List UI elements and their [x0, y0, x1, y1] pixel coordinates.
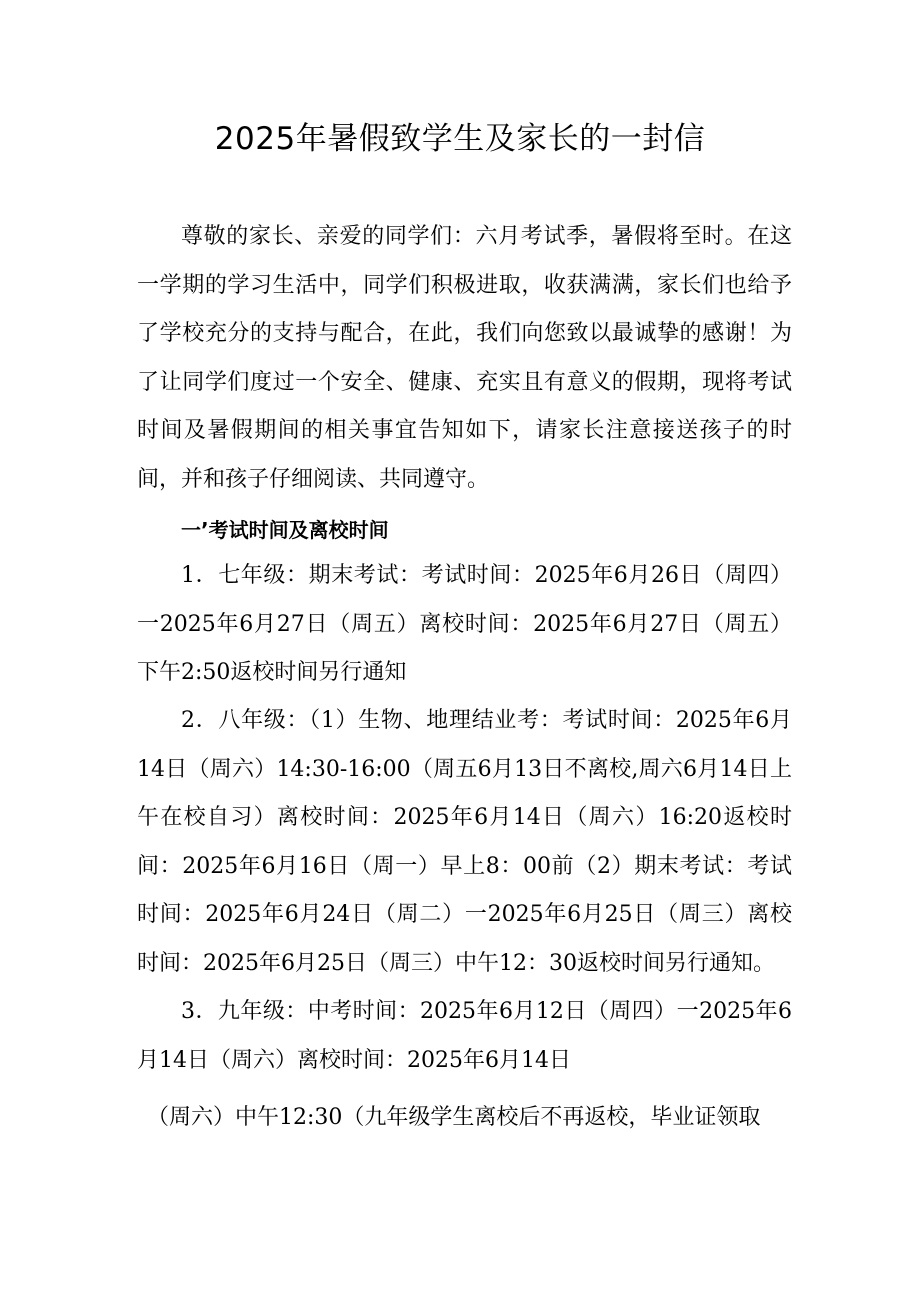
grade8-paragraph: 2．八年级：（1）生物、地理结业考：考试时间：2025年6月14日（周六）14:30-16:00（周五6月13日不离校,周六6月14日上午在校自习）离校时间：2025年6月14日（周六）16:20返校时间：2025年6月16日（周一）早上8：00前（2）期末考试：考试时间：2025年6月24日（周二）一2025年6月25日（周三）离校时间：2025年6月25日（周三）中午12：30返校时间另行通知。: [137, 708, 792, 976]
document-title: 2025年暑假致学生及家长的一封信: [214, 121, 706, 157]
intro-paragraph: 尊敬的家长、亲爱的同学们：六月考试季，暑假将至时。在这一学期的学习生活中，同学们积极进取，收获满满，家长们也给予了学校充分的支持与配合，在此，我们向您致以最诚挚的感谢！为了让同学们度过一个安全、健康、充实且有意义的假期，现将考试时间及暑假期间的相关事宜告知如下，请家长注意接送孩子的时间，并和孩子仔细阅读、共同遵守。: [137, 224, 792, 492]
grade7-paragraph: 1．七年级：期末考试：考试时间：2025年6月26日（周四）一2025年6月27日（周五）离校时间：2025年6月27日（周五）下午2:50返校时间另行通知: [137, 563, 792, 686]
grade9-paragraph: 3．九年级：中考时间：2025年6月12日（周四）一2025年6月14日（周六）离校时间：2025年6月14日: [137, 999, 792, 1073]
grade9-continuation: （周六）中午12:30（九年级学生离校后不再返校，毕业证领取: [147, 1105, 761, 1130]
section-heading: 一’考试时间及离校时间: [181, 518, 389, 542]
